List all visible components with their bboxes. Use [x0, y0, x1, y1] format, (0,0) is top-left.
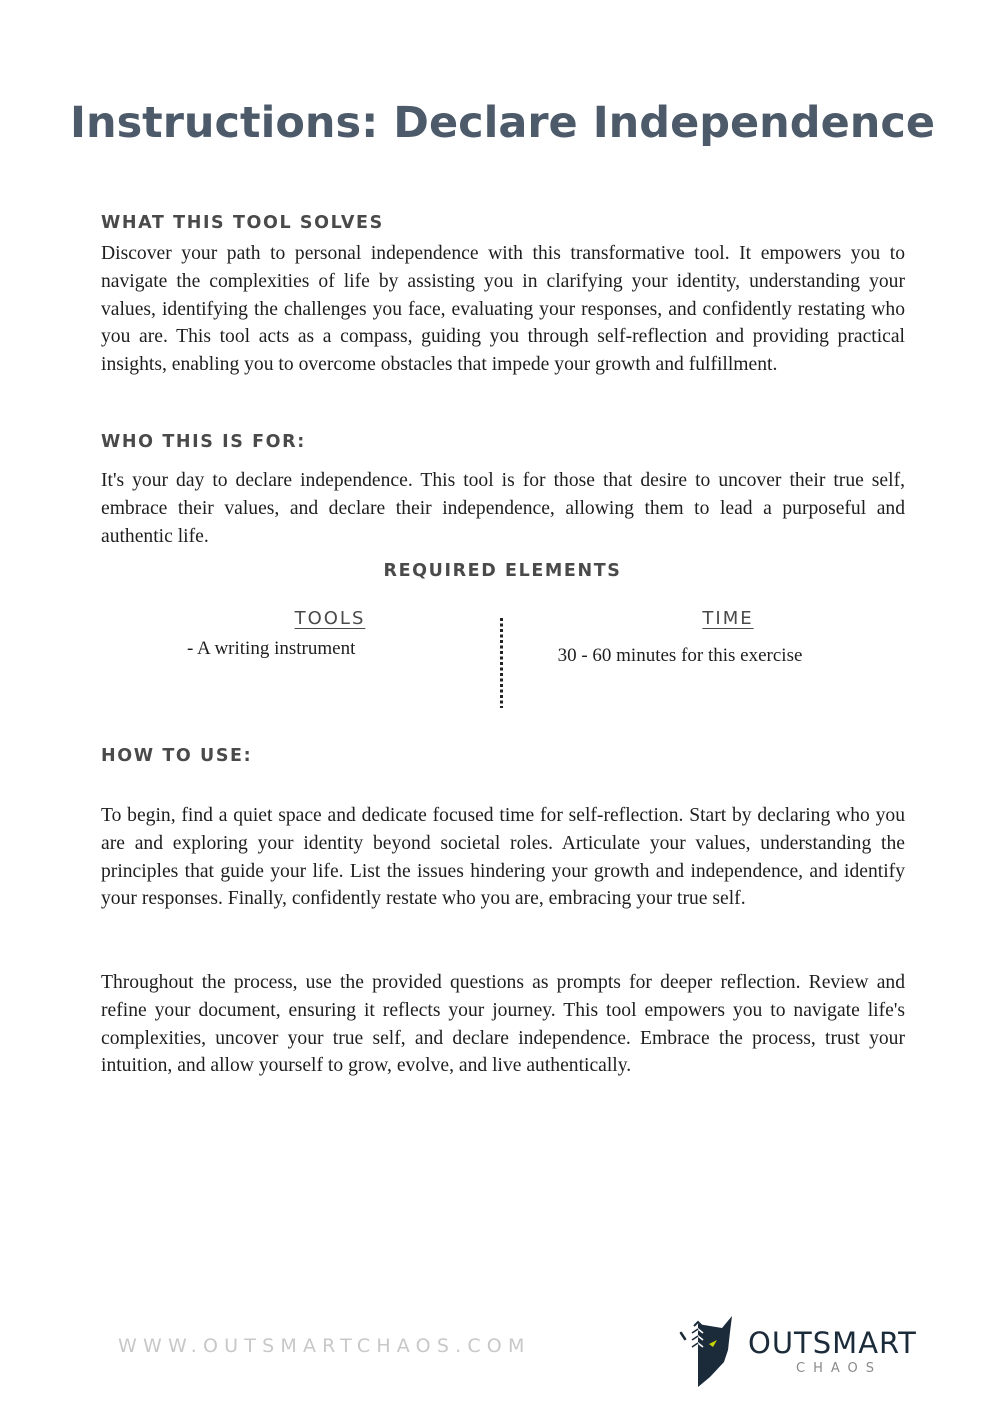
logo-wordmark: OUTSMART: [748, 1326, 917, 1360]
tools-label: TOOLS: [294, 608, 366, 629]
footer-website-link[interactable]: WWW.OUTSMARTCHAOS.COM: [118, 1335, 531, 1357]
section-body-who-this-is-for: It's your day to declare independence. This tool is for those that desire to uncover their true self, embrace their values, and declare their independence, allowing them to lead a purposeful and authentic life.: [101, 470, 905, 547]
section-body-what-this-tool-solves: Discover your path to personal independence with this transformative tool. It empowers you to navigate the complexities of life by assisting you in clarifying your identity, understanding your values, identifying the challenges you face, evaluating your responses, and confidently restating who you are. This tool acts as a compass, guiding you through self-reflection and providing practical insights, enabling you to overcome obstacles that impede your growth and fulfillment.: [101, 243, 905, 376]
column-divider: [500, 618, 503, 708]
how-to-use-paragraph-1: To begin, find a quiet space and dedicate focused time for self-reflection. Start by declaring who you are and exploring your identity beyond societal roles. Articulate your values, understanding the principles that guide your life. List the issues hindering your growth and independence, and identify your responses. Finally, confidently restate who you are, embracing your true self.: [101, 805, 905, 910]
outsmart-chaos-logo: [676, 1312, 926, 1387]
required-elements-heading: REQUIRED ELEMENTS: [383, 561, 622, 581]
how-to-use-paragraph-2: Throughout the process, use the provided questions as prompts for deeper reflection. Review and refine your document, ensuring it reflects your journey. This tool empowers you to navigate life's complexities, uncover your true self, and declare independence. Embrace the process, trust your intuition, and allow yourself to grow, evolve, and live authentically.: [101, 972, 905, 1077]
time-value: 30 - 60 minutes for this exercise: [557, 645, 803, 666]
fox-head-logo-icon: [676, 1312, 741, 1387]
tools-item: - A writing instrument: [187, 638, 356, 659]
page-title: Instructions: Declare Independence: [69, 98, 936, 148]
section-heading-who-this-is-for: WHO THIS IS FOR:: [101, 432, 306, 452]
time-label: TIME: [702, 608, 754, 629]
logo-subtitle: CHAOS: [796, 1361, 883, 1376]
section-heading-what-this-tool-solves: WHAT THIS TOOL SOLVES: [101, 213, 384, 233]
section-heading-how-to-use: HOW TO USE:: [101, 746, 253, 766]
